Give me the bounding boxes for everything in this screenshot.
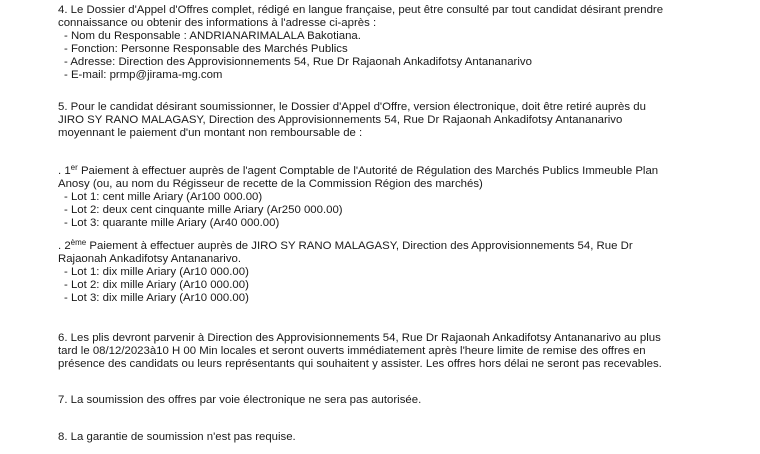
p4-item-adresse: - Adresse: Direction des Approvisionnements 54, Rue Dr Rajaonah Ankadifotsy Antananarivo xyxy=(64,56,532,68)
paragraph-8 xyxy=(58,431,698,444)
p7-text: 7. La soumission des offres par voie électronique ne sera pas autorisée. xyxy=(58,394,422,406)
p5-line-2: JIRO SY RANO MALAGASY, Direction des Approvisionnements 54, Rue Dr Rajaonah Ankadifotsy Antananarivo xyxy=(58,114,623,126)
pay1-sup: er xyxy=(70,163,78,172)
p6-line-2: tard le 08/12/2023à10 H 00 Min locales et seront ouverts immédiatement après l'heure limite de remise des offres en xyxy=(58,345,646,357)
p4-item-email: - E-mail: prmp@jirama-mg.com xyxy=(64,69,223,81)
p4-line-1: 4. Le Dossier d'Appel d'Offres complet, rédigé en langue française, peut être consulté par tout candidat désirant prendre xyxy=(58,4,664,16)
p5-line-1: 5. Pour le candidat désirant soumissionner, le Dossier d'Appel d'Offre, version électronique, doit être retiré auprès du xyxy=(58,101,646,113)
pay1-lot-2: - Lot 2: deux cent cinquante mille Ariary (Ar250 000.00) xyxy=(64,204,343,216)
p5-line-3: moyennant le paiement d'un montant non remboursable de : xyxy=(58,127,363,139)
pay2-lot-1: - Lot 1: dix mille Ariary (Ar10 000.00) xyxy=(64,266,249,278)
pay2-prefix: . 2 xyxy=(58,240,71,252)
p4-line-2: connaissance ou obtenir des informations à l'adresse ci-après : xyxy=(58,17,377,29)
p6-line-3: présence des candidats ou leurs représentants qui souhaitent y assister. Les offres hors délai ne seront pas recevables. xyxy=(58,358,662,370)
pay2-sup: ème xyxy=(70,238,87,247)
p8-text: 8. La garantie de soumission n'est pas requise. xyxy=(58,431,296,443)
pay2-line-1-text: Paiement à effectuer auprès de JIRO SY RANO MALAGASY, Direction des Approvisionnements 54, Rue Dr xyxy=(86,240,633,252)
pay1-lot-3: - Lot 3: quarante mille Ariary (Ar40 000.00) xyxy=(64,217,280,229)
pay2-line-2: Rajaonah Ankadifotsy Antananarivo. xyxy=(58,253,242,265)
payment-2 xyxy=(58,240,698,305)
paragraph-4 xyxy=(58,4,698,82)
paragraph-6 xyxy=(58,332,698,371)
pay2-line-1 xyxy=(58,240,698,253)
pay2-lot-2: - Lot 2: dix mille Ariary (Ar10 000.00) xyxy=(64,279,249,291)
p6-line-1: 6. Les plis devront parvenir à Direction des Approvisionnements 54, Rue Dr Rajaonah Ankadifotsy Antananarivo au plus xyxy=(58,332,661,344)
pay1-line-1-text: Paiement à effectuer auprès de l'agent Comptable de l'Autorité de Régulation des Marchés Publics Immeuble Plan xyxy=(77,165,659,177)
p4-item-fonction: - Fonction: Personne Responsable des Marchés Publics xyxy=(64,43,348,55)
pay1-line-2: Anosy (ou, au nom du Régisseur de recette de la Commission Région des marchés) xyxy=(58,178,483,190)
paragraph-7 xyxy=(58,394,698,407)
pay1-line-1 xyxy=(58,165,698,178)
pay1-lot-1: - Lot 1: cent mille Ariary (Ar100 000.00) xyxy=(64,191,263,203)
pay2-lot-3: - Lot 3: dix mille Ariary (Ar10 000.00) xyxy=(64,292,249,304)
paragraph-5 xyxy=(58,101,698,140)
p4-item-responsable: - Nom du Responsable : ANDRIANARIMALALA Bakotiana. xyxy=(64,30,361,42)
pay1-prefix: . 1 xyxy=(58,165,71,177)
payment-1 xyxy=(58,165,698,230)
